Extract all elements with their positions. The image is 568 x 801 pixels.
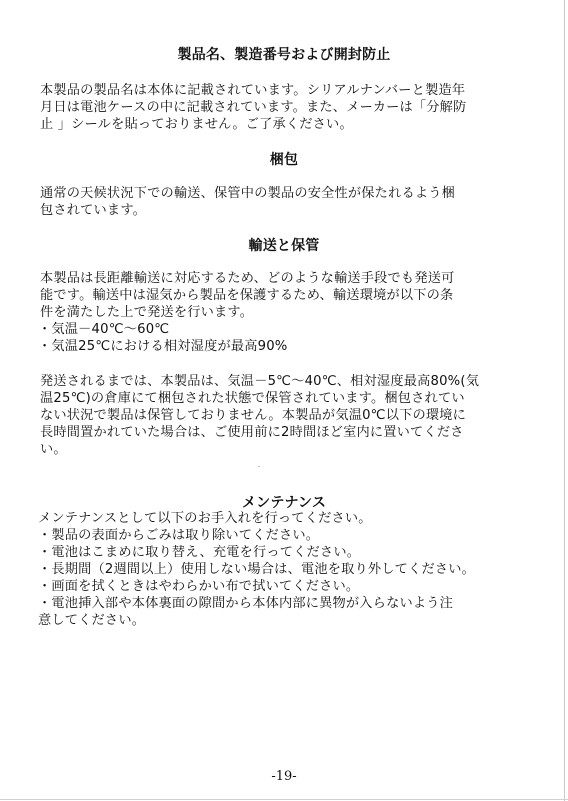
paragraph-maintenance-intro (38, 510, 506, 527)
heading-maintenance: メンテナンス (241, 495, 327, 511)
heading-packaging: 梱包 (269, 152, 299, 168)
paragraph-product-name (40, 82, 508, 133)
paragraph-line: い。 (40, 442, 67, 457)
paragraph-line: ない状況で製品は保管しておりません。本製品が気温0℃以下の環境に (40, 408, 467, 423)
page-edge-right (564, 0, 565, 801)
paragraph-line: 通常の天候状況下での輸送、保管中の製品の安全性が保たれるよう梱 (40, 186, 456, 201)
paragraph-line: 件を満たした上で発送を行います。 (40, 305, 254, 320)
paragraph-line: 月日は電池ケースの中に記載されています。また、メーカーは「分解防 (40, 100, 467, 115)
maintenance-list (38, 527, 508, 629)
paragraph-line: 発送されるまでは、本製品は、気温－5℃～40℃、相対湿度最高80%(気 (40, 374, 480, 389)
paragraph-transport (40, 270, 508, 321)
heading-transport-storage: 輸送と保管 (248, 238, 320, 254)
paragraph-storage (40, 373, 508, 458)
paragraph-line: 止 」シールを貼っておりません。ご了承ください。 (40, 117, 353, 132)
list-item: ・電池挿入部や本体裏面の隙間から本体内部に異物が入らないよう注 (38, 596, 454, 611)
page-number: -19- (271, 769, 297, 784)
paragraph-line: 本製品は長距離輸送に対応するため、どのような輸送手段でも発送可 (40, 271, 455, 286)
list-item: ・気温－40℃～60℃ (38, 322, 170, 337)
transport-conditions-list (38, 321, 508, 355)
paragraph-packaging (40, 185, 508, 219)
page-edge-bottom (0, 799, 568, 800)
paragraph-line: メンテナンスとして以下のお手入れを行ってください。 (38, 511, 372, 526)
list-item: 意してください。 (38, 613, 146, 628)
scan-speck (258, 466, 260, 467)
paragraph-line: 温25℃)の倉庫にて梱包された状態で保管されています。梱包されてい (40, 391, 465, 406)
list-item: ・製品の表面からごみは取り除いてください。 (38, 528, 320, 543)
list-item: ・電池はこまめに取り替え、充電を行ってください。 (38, 545, 361, 560)
list-item: ・気温25℃における相対湿度が最高90% (38, 339, 288, 354)
paragraph-line: 包されています。 (40, 203, 147, 218)
list-item: ・長期間（2週間以上）使用しない場合は、電池を取り外してください。 (38, 562, 475, 577)
paragraph-line: 能です。輸送中は湿気から製品を保護するため、輸送環境が以下の条 (40, 288, 454, 303)
heading-product-name: 製品名、製造番号および開封防止 (177, 47, 391, 63)
paragraph-line: 長時間置かれていた場合は、ご使用前に2時間ほど室内に置いてくださ (40, 425, 464, 440)
paragraph-line: 本製品の製品名は本体に記載されています。シリアルナンバーと製造年 (40, 83, 466, 98)
list-item: ・画面を拭くときはやわらかい布で拭いてください。 (38, 579, 360, 594)
